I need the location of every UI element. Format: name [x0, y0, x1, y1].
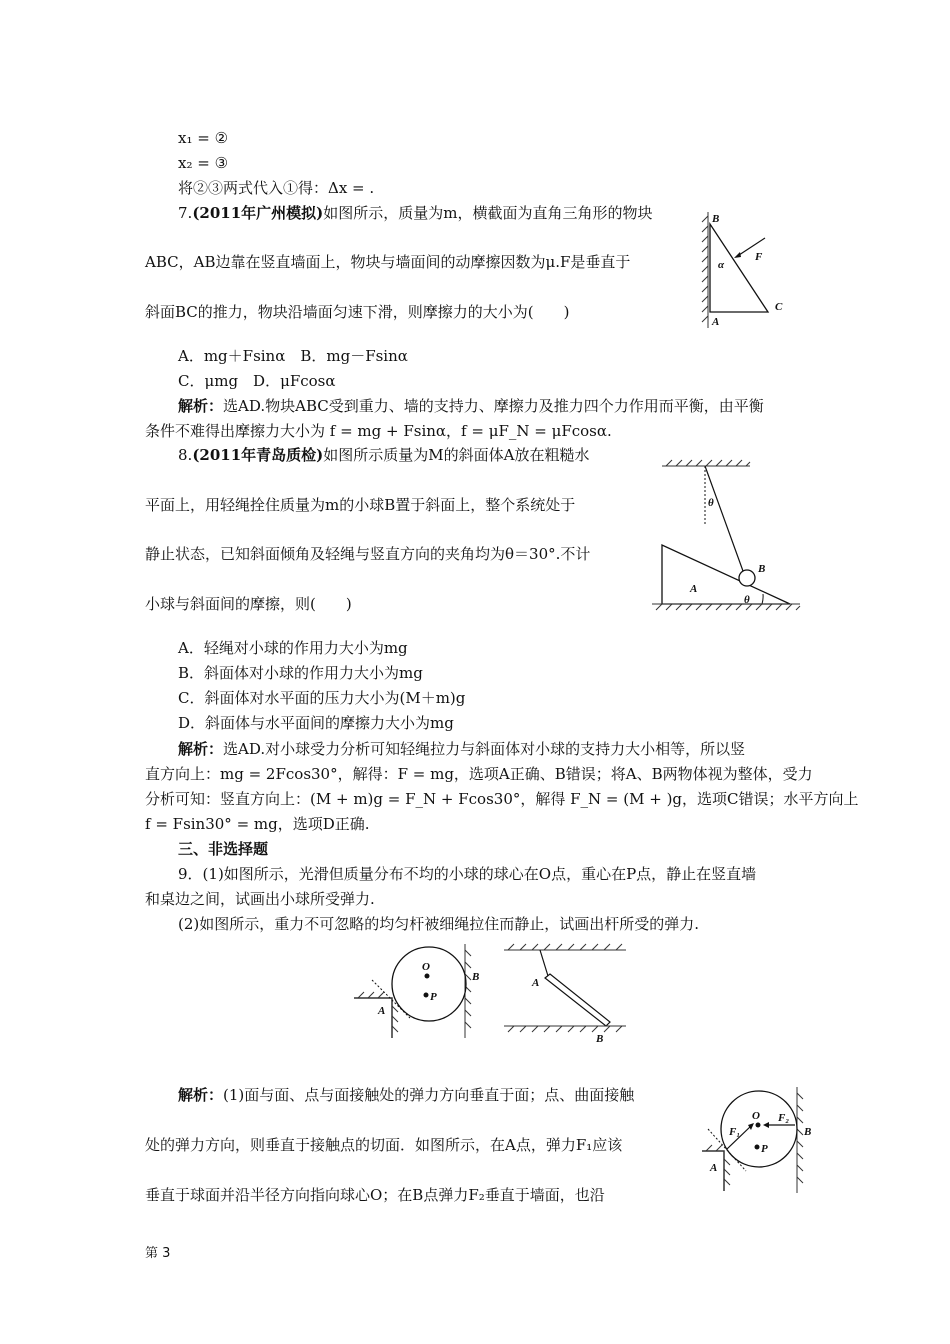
label-theta-top: θ	[708, 497, 714, 509]
label-f1: F₁	[729, 1126, 741, 1138]
q8-analysis-line4: f = Fsin30° = mg，选项D正确.	[145, 815, 370, 833]
q8-text1: 如图所示质量为M的斜面体A放在粗糙水	[323, 446, 590, 464]
label-f: F	[755, 251, 763, 263]
q8-option-b: B．斜面体对小球的作用力大小为mg	[178, 664, 423, 682]
q8-stem-line1	[178, 445, 589, 465]
label-theta-bottom: θ	[744, 594, 750, 606]
q8-analysis-text1: 选AD.对小球受力分析可知轻绳拉力与斜面体对小球的支持力大小相等，所以竖	[223, 740, 746, 758]
label-b: B	[758, 563, 766, 575]
string	[540, 950, 548, 976]
q7-analysis-label: 解析：	[178, 397, 224, 415]
x1-equation: x₁ = ②	[178, 129, 229, 147]
q7-option-ab: A．mg＋Fsinα B．mg－Fsinα	[178, 347, 408, 365]
rope	[705, 466, 743, 571]
page-number: 第 3	[145, 1246, 171, 1261]
q8-number: 8.	[178, 446, 193, 464]
q7-option-cd: C．μmg D．μFcosα	[178, 372, 336, 390]
label-p: P	[430, 991, 437, 1003]
q9-analysis-label: 解析：	[178, 1086, 224, 1104]
label-o: O	[422, 961, 430, 973]
q9-figure1	[350, 940, 480, 1040]
floor-hatch	[504, 1026, 626, 1032]
q8-stem-line3: 静止状态，已知斜面倾角及轻绳与竖直方向的夹角均为θ＝30°.不计	[145, 545, 591, 563]
q9-analysis-text1: (1)面与面、点与面接触处的弹力方向垂直于面；点、曲面接触	[223, 1086, 635, 1104]
label-c: C	[775, 301, 783, 313]
q7-analysis-text1: 选AD.物块ABC受到重力、墙的支持力、摩擦力及推力四个力作用而平衡，由平衡	[223, 397, 764, 415]
label-alpha: α	[718, 259, 725, 271]
q8-analysis-line3: 分析可知：竖直方向上：(M + m)g = F_N + Fcos30°，解得 F_N = (M + )g，选项C错误；水平方向上	[145, 790, 859, 808]
q7-analysis-line2: 条件不难得出摩擦力大小为 f = mg + Fsinα，f = μF_N = μFcosα.	[145, 422, 612, 440]
force-arrowhead	[734, 252, 741, 258]
q8-analysis-line2: 直方向上：mg = 2Fcos30°，解得：F = mg，选项A正确、B错误；将A、B两物体视为整体，受力	[145, 765, 813, 783]
force-f1-arrowhead	[748, 1123, 754, 1130]
q9-line3: (2)如图所示，重力不可忽略的均匀杆被细绳拉住而静止，试画出杆所受的弹力.	[178, 915, 700, 933]
q9-analysis-line1	[178, 1085, 634, 1105]
ball-b	[739, 570, 755, 586]
label-a: A	[712, 316, 720, 328]
label-a: A	[378, 1005, 386, 1017]
ball	[392, 947, 466, 1021]
label-a: A	[690, 583, 698, 595]
ceiling-hatch	[504, 944, 626, 950]
q8-stem-line2: 平面上，用轻绳拴住质量为m的小球B置于斜面上，整个系统处于	[145, 496, 576, 514]
label-b: B	[804, 1126, 812, 1138]
q7-text1: 如图所示，质量为m，横截面为直角三角形的物块	[323, 204, 653, 222]
q9-figure3	[700, 1085, 820, 1195]
label-p: P	[761, 1143, 768, 1155]
rod	[545, 974, 610, 1026]
angle-arc	[762, 594, 763, 604]
ground-hatch	[652, 604, 800, 610]
q8-source: (2011年青岛质检)	[192, 446, 324, 464]
q7-stem-line1	[178, 203, 653, 223]
label-o: O	[752, 1110, 760, 1122]
wall-b-hatch	[797, 1087, 803, 1193]
section3-heading: 三、非选择题	[178, 840, 269, 858]
label-f2: F₂	[778, 1112, 790, 1124]
q8-analysis-label: 解析：	[178, 740, 224, 758]
ceiling-hatch	[662, 460, 750, 466]
q9-line1: 9．(1)如图所示，光滑但质量分布不均的小球的球心在O点，重心在P点，静止在竖直墙	[178, 865, 757, 883]
q7-stem-line3: 斜面BC的推力，物块沿墙面匀速下滑，则摩擦力的大小为( )	[145, 303, 570, 321]
q8-option-a: A．轻绳对小球的作用力大小为mg	[178, 639, 408, 657]
q9-figure2	[500, 940, 630, 1045]
q8-option-d: D．斜面体与水平面间的摩擦力大小为mg	[178, 714, 454, 732]
q8-stem-line4: 小球与斜面间的摩擦，则( )	[145, 595, 352, 613]
q9-analysis-line3: 垂直于球面并沿半径方向指向球心O；在B点弹力F₂垂直于墙面，也沿	[145, 1186, 605, 1204]
table-edge-hatch	[354, 992, 398, 1038]
center-of-mass-p	[755, 1145, 760, 1150]
q7-stem-line2: ABC，AB边靠在竖直墙面上，物块与墙面间的动摩擦因数为μ.F是垂直于	[145, 253, 631, 271]
q7-analysis-line1	[178, 396, 764, 416]
q7-figure	[700, 210, 790, 335]
q7-source: (2011年广州模拟)	[192, 204, 324, 222]
label-b: B	[472, 971, 480, 983]
q7-number: 7.	[178, 204, 193, 222]
substitute-line: 将②③两式代入①得：Δx = .	[178, 179, 375, 197]
x2-equation: x₂ = ③	[178, 154, 229, 172]
label-b: B	[596, 1033, 604, 1045]
q8-analysis-line1	[178, 739, 745, 759]
label-b: B	[712, 213, 720, 225]
wall-hatch	[702, 212, 708, 328]
q9-analysis-line2: 处的弹力方向，则垂直于接触点的切面．如图所示，在A点，弹力F₁应该	[145, 1136, 623, 1154]
label-a: A	[532, 977, 540, 989]
incline-a	[662, 545, 790, 604]
center-of-mass-p	[424, 993, 429, 998]
q8-option-c: C．斜面体对水平面的压力大小为(M＋m)g	[178, 689, 466, 707]
q8-figure	[650, 458, 805, 613]
center-o	[425, 974, 430, 979]
force-f2-arrowhead	[763, 1122, 769, 1128]
label-a: A	[710, 1162, 718, 1174]
center-o	[756, 1123, 761, 1128]
q9-line2: 和桌边之间，试画出小球所受弹力.	[145, 890, 375, 908]
